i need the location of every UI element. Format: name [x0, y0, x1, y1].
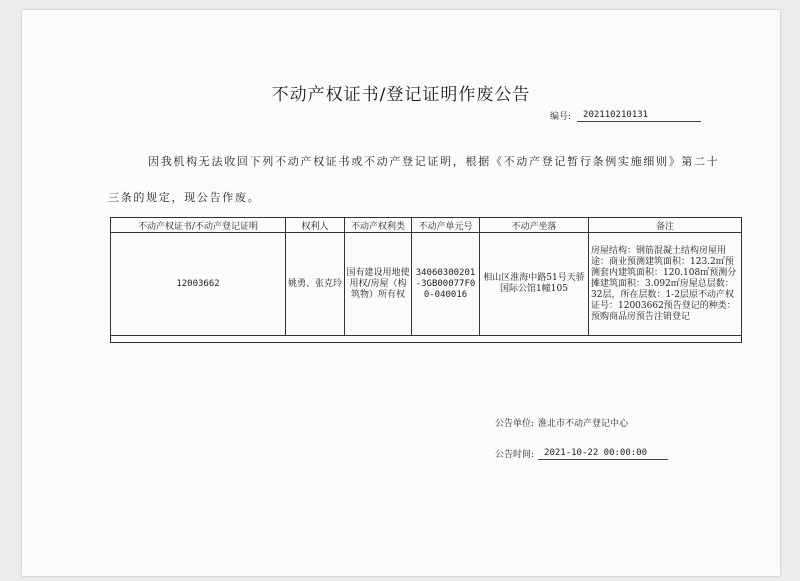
- header-location: 不动产坐落: [480, 218, 589, 233]
- header-owner: 权利人: [286, 218, 345, 233]
- footer-time: [495, 447, 668, 460]
- footer-time-label: 公告时间:: [495, 450, 535, 460]
- certificate-table: [110, 217, 742, 343]
- cell-owner: 姚勇、张克玲: [286, 233, 345, 336]
- header-remark: 备注: [589, 218, 742, 233]
- number-value: 202110210131: [577, 110, 701, 122]
- header-unit-number: 不动产单元号: [412, 218, 480, 233]
- announcement-page: [22, 10, 780, 576]
- header-right-type: 不动产权利类: [345, 218, 412, 233]
- footer-org-label: 公告单位:: [495, 419, 535, 429]
- cell-remark: 房屋结构：钢筋混凝土结构房屋用途：商业预测建筑面积：123.2㎡预测套内建筑面积：120.108㎡预测分摊建筑面积：3.092㎡房屋总层数：32层，所在层数：1-2层原不动产权证号：12003662预告登记的种类：预购商品房预告注销登记: [589, 233, 742, 336]
- document-number: [550, 109, 701, 122]
- table-filler-row: [111, 336, 742, 343]
- cell-right-type: 国有建设用地使用权/房屋（构筑物）所有权: [345, 233, 412, 336]
- cell-location: 相山区淮海中路51号天骄国际公馆1幢105: [480, 233, 589, 336]
- filler-cell: [111, 336, 742, 343]
- number-label: 编号:: [550, 112, 572, 122]
- header-certificate: 不动产权证书/不动产登记证明: [111, 218, 286, 233]
- footer-org: [495, 416, 628, 429]
- table-row: [111, 233, 742, 336]
- document-title: 不动产权证书/登记证明作废公告: [271, 85, 531, 105]
- footer-time-value: 2021-10-22 00:00:00: [538, 448, 668, 460]
- footer-org-value: 淮北市不动产登记中心: [538, 419, 629, 429]
- announcement-body: 因我机构无法收回下列不动产权证书或不动产登记证明，根据《不动产登记暂行条例实施细则》第二十三条的规定，现公告作废。: [108, 155, 720, 204]
- cell-unit-number: 34060300201-3GB00077F00-040016: [412, 233, 480, 336]
- table-header-row: [111, 218, 742, 233]
- cell-certificate: 12003662: [111, 233, 286, 336]
